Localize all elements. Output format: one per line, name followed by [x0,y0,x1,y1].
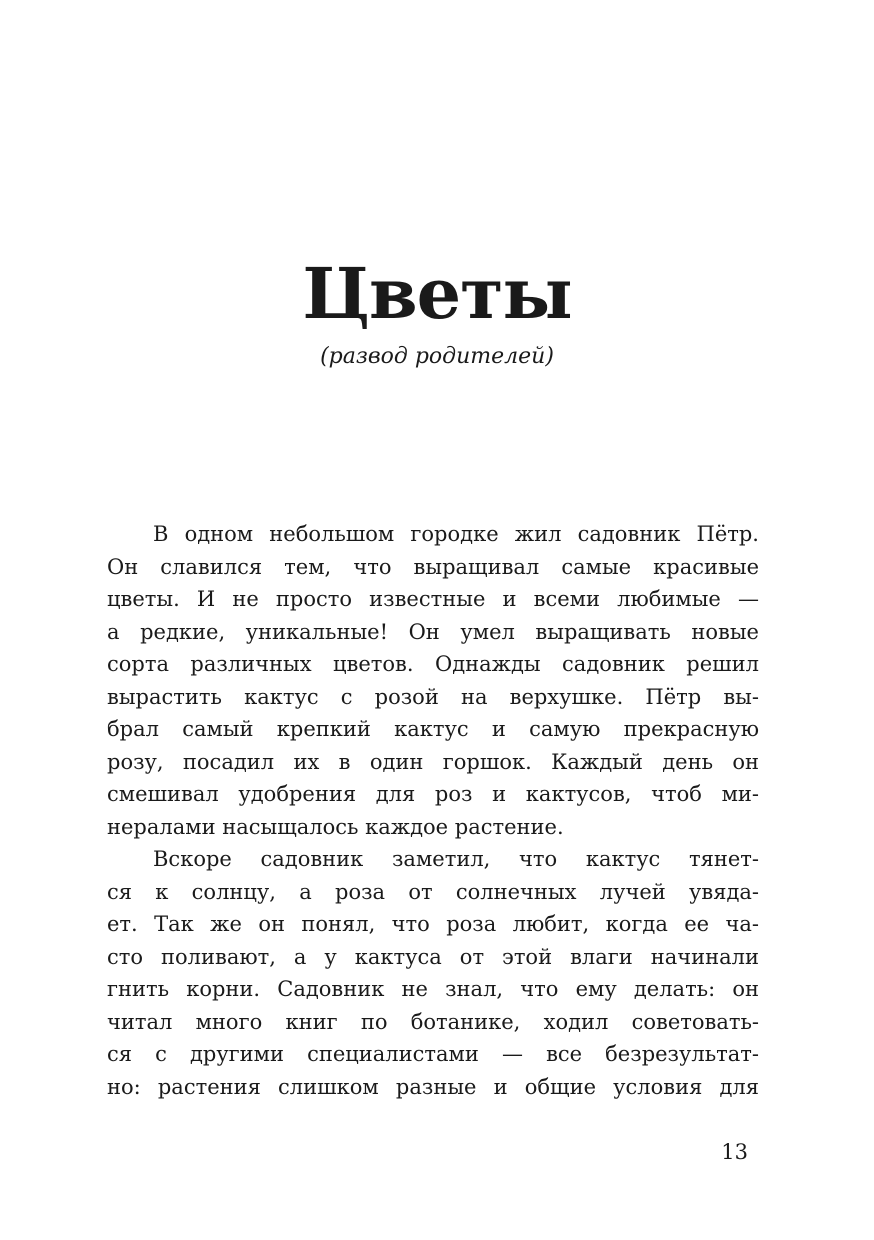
text-line: ся с другими специалистами — все безрезультат- [107,1042,759,1066]
text-line: читал много книг по ботанике, ходил советовать- [107,1009,759,1034]
page-number: 13 [721,1140,748,1164]
chapter-subtitle: (развод родителей) [320,344,554,369]
text-line: нералами насыщалось каждое растение. [107,814,564,839]
text-line: Вскоре садовник заметил, что кактус тянет- [153,847,759,871]
text-line: ет. Так же он понял, что роза любит, когда ее ча- [107,912,759,936]
text-line: сорта различных цветов. Однажды садовник решил [107,652,759,676]
text-line: Он славился тем, что выращивал самые красивые [107,554,759,579]
text-line: смешивал удобрения для роз и кактусов, чтоб ми- [107,782,759,806]
text-line: цветы. И не просто известные и всеми любимые — [107,587,759,611]
text-line: розу, посадил их в один горшок. Каждый день он [107,749,759,774]
text-line: брал самый крепкий кактус и самую прекрасную [107,717,759,741]
text-line: вырастить кактус с розой на верхушке. Пётр вы- [107,684,759,709]
text-line: сто поливают, а у кактуса от этой влаги начинали [107,944,759,969]
text-line: но: растения слишком разные и общие условия для [107,1074,759,1099]
text-line: ся к солнцу, а роза от солнечных лучей увяда- [107,879,759,904]
text-line: В одном небольшом городке жил садовник Пётр. [153,522,759,546]
text-line: гнить корни. Садовник не знал, что ему делать: он [107,977,759,1001]
chapter-title: Цветы [302,252,572,335]
text-line: а редкие, уникальные! Он умел выращивать новые [107,619,759,644]
body-text [107,518,759,1103]
